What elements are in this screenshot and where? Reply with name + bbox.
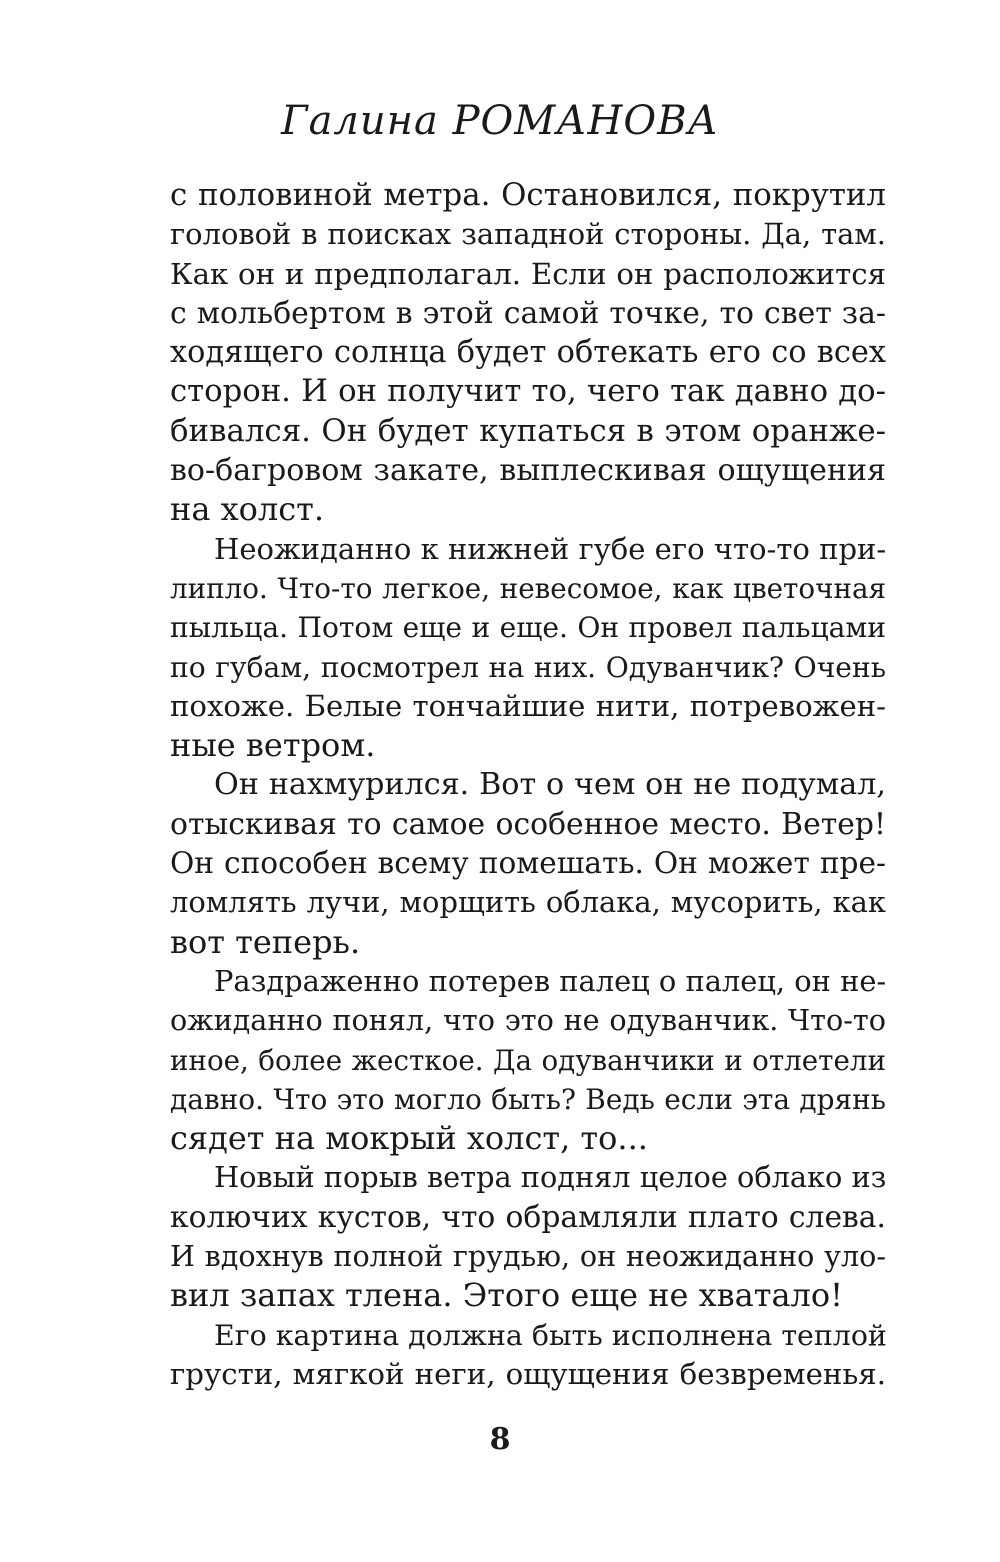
- text-line: бивался. Он будет купаться в этом оранже-: [170, 412, 886, 449]
- text-line: Как он и предполагал. Если он расположится: [170, 256, 886, 291]
- text-line: иное, более жесткое. Да одуванчики и отлетели: [170, 1043, 886, 1077]
- text-line: во-багровом закате, выплескивая ощущения: [170, 453, 886, 489]
- text-line: грусти, мягкой неги, ощущения безвременья.: [170, 1356, 886, 1391]
- text-line: Он способен всему помешать. Он может пре-: [170, 846, 886, 881]
- text-line: с мольбертом в этой самой точке, то свет за-: [170, 295, 886, 331]
- text-line: ные ветром.: [170, 726, 376, 765]
- text-line: Его картина должна быть исполнена теплой: [214, 1318, 887, 1352]
- page-number: 8: [489, 1422, 511, 1457]
- text-line: головой в поисках западной стороны. Да, там.: [170, 217, 886, 252]
- text-line: вил запах тлена. Этого еще не хватало!: [170, 1276, 843, 1315]
- text-line: похоже. Белые тончайшие нити, потревожен-: [170, 688, 886, 723]
- text-line: по губам, посмотрел на них. Одуванчик? Очень: [170, 650, 886, 684]
- text-line: сторон. И он получит то, чего так давно до-: [170, 374, 886, 410]
- text-line: ожиданно понял, что это не одуванчик. Что-то: [170, 1003, 886, 1038]
- text-line: сядет на мокрый холст, то...: [170, 1119, 648, 1158]
- text-line: колючих кустов, что обрамляли плато слева.: [170, 1199, 886, 1235]
- text-line: отыскивая то самое особенное место. Ветер!: [170, 806, 886, 842]
- text-line: липло. Что-то легкое, невесомое, как цветочная: [170, 571, 886, 605]
- text-line: И вдохнув полной грудью, он неожиданно уло-: [170, 1239, 886, 1274]
- text-line: ломлять лучи, морщить облака, мусорить, как: [170, 885, 886, 920]
- text-line: ходящего солнца будет обтекать его со всех: [170, 335, 886, 371]
- text-line: на холст.: [170, 490, 325, 529]
- text-line: вот теперь.: [170, 922, 361, 961]
- running-header-author: Галина РОМАНОВА: [281, 98, 719, 144]
- text-line: Новый порыв ветра поднял целое облако из: [214, 1160, 887, 1195]
- text-line: пыльца. Потом еще и еще. Он провел пальцами: [170, 611, 886, 645]
- text-line: Он нахмурился. Вот о чем он не подумал,: [214, 767, 886, 803]
- text-line: Раздраженно потерев палец о палец, он не-: [214, 963, 887, 998]
- body-text: [170, 176, 886, 1394]
- text-line: давно. Что это могло быть? Ведь если эта дрянь: [170, 1082, 886, 1116]
- text-line: Неожиданно к нижней губе его что-то при-: [214, 531, 887, 566]
- text-line: с половиной метра. Остановился, покрутил: [170, 177, 886, 213]
